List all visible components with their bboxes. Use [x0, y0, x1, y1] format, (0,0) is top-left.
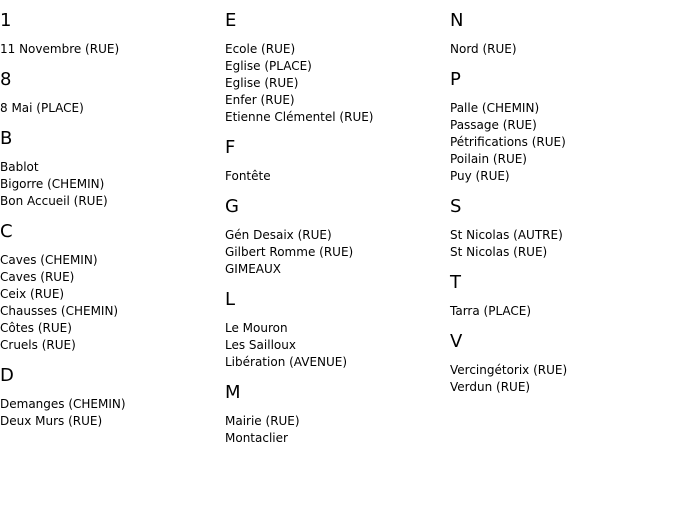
- street-link[interactable]: Côtes (RUE): [0, 321, 72, 335]
- street-link[interactable]: Cruels (RUE): [0, 338, 76, 352]
- street-link[interactable]: St Nicolas (RUE): [450, 245, 548, 259]
- street-link[interactable]: Poilain (RUE): [450, 152, 527, 166]
- letter-group: [0, 128, 220, 210]
- street-link[interactable]: Chausses (CHEMIN): [0, 304, 119, 318]
- letter-group: [225, 10, 445, 126]
- street-link[interactable]: Gén Desaix (RUE): [225, 228, 332, 242]
- letter-heading: N: [450, 10, 464, 31]
- street-link[interactable]: Bablot: [0, 160, 39, 174]
- street-index-column-1: [0, 10, 220, 441]
- letter-heading: G: [225, 196, 239, 217]
- street-link[interactable]: Eglise (PLACE): [225, 59, 312, 73]
- letter-group: [225, 137, 445, 185]
- street-link[interactable]: 8 Mai (PLACE): [0, 101, 84, 115]
- letter-heading: P: [450, 69, 461, 90]
- letter-heading: D: [0, 365, 14, 386]
- street-link[interactable]: Gilbert Romme (RUE): [225, 245, 354, 259]
- street-link[interactable]: Enfer (RUE): [225, 93, 295, 107]
- street-link[interactable]: Palle (CHEMIN): [450, 101, 540, 115]
- street-link[interactable]: Nord (RUE): [450, 42, 517, 56]
- letter-heading: L: [225, 289, 236, 310]
- street-link[interactable]: Les Sailloux: [225, 338, 296, 352]
- street-link[interactable]: 11 Novembre (RUE): [0, 42, 120, 56]
- letter-group: [225, 382, 445, 447]
- letter-group: [225, 196, 445, 278]
- street-link[interactable]: St Nicolas (AUTRE): [450, 228, 563, 242]
- letter-heading: V: [450, 331, 463, 352]
- street-link[interactable]: Caves (CHEMIN): [0, 253, 98, 267]
- letter-heading: B: [0, 128, 13, 149]
- street-link[interactable]: Eglise (RUE): [225, 76, 299, 90]
- letter-heading: E: [225, 10, 237, 31]
- letter-heading: 1: [0, 10, 12, 31]
- street-link[interactable]: Deux Murs (RUE): [0, 414, 103, 428]
- street-index-column-3: [450, 10, 670, 407]
- street-link[interactable]: Mairie (RUE): [225, 414, 300, 428]
- street-link[interactable]: Montaclier: [225, 431, 288, 445]
- letter-heading: S: [450, 196, 462, 217]
- street-link[interactable]: Etienne Clémentel (RUE): [225, 110, 374, 124]
- street-link[interactable]: Libération (AVENUE): [225, 355, 348, 369]
- street-link[interactable]: Caves (RUE): [0, 270, 75, 284]
- street-link[interactable]: Demanges (CHEMIN): [0, 397, 126, 411]
- street-link[interactable]: Verdun (RUE): [450, 380, 531, 394]
- street-link[interactable]: Bon Accueil (RUE): [0, 194, 108, 208]
- letter-group: [450, 331, 670, 396]
- letter-heading: T: [450, 272, 461, 293]
- letter-group: [450, 272, 670, 320]
- street-link[interactable]: Fontête: [225, 169, 271, 183]
- letter-heading: F: [225, 137, 236, 158]
- street-link[interactable]: GIMEAUX: [225, 262, 281, 276]
- letter-heading: C: [0, 221, 13, 242]
- street-index-column-2: [225, 10, 445, 458]
- street-link[interactable]: Ecole (RUE): [225, 42, 296, 56]
- letter-group: [0, 69, 220, 117]
- street-link[interactable]: Le Mouron: [225, 321, 288, 335]
- street-link[interactable]: Puy (RUE): [450, 169, 510, 183]
- street-link[interactable]: Passage (RUE): [450, 118, 537, 132]
- letter-heading: 8: [0, 69, 12, 90]
- street-link[interactable]: Ceix (RUE): [0, 287, 65, 301]
- letter-group: [450, 10, 670, 58]
- street-link[interactable]: Vercingétorix (RUE): [450, 363, 568, 377]
- letter-group: [0, 365, 220, 430]
- letter-group: [0, 10, 220, 58]
- street-link[interactable]: Bigorre (CHEMIN): [0, 177, 105, 191]
- letter-group: [450, 196, 670, 261]
- letter-group: [0, 221, 220, 354]
- letter-group: [225, 289, 445, 371]
- letter-heading: M: [225, 382, 241, 403]
- street-link[interactable]: Pétrifications (RUE): [450, 135, 566, 149]
- letter-group: [450, 69, 670, 185]
- street-link[interactable]: Tarra (PLACE): [450, 304, 532, 318]
